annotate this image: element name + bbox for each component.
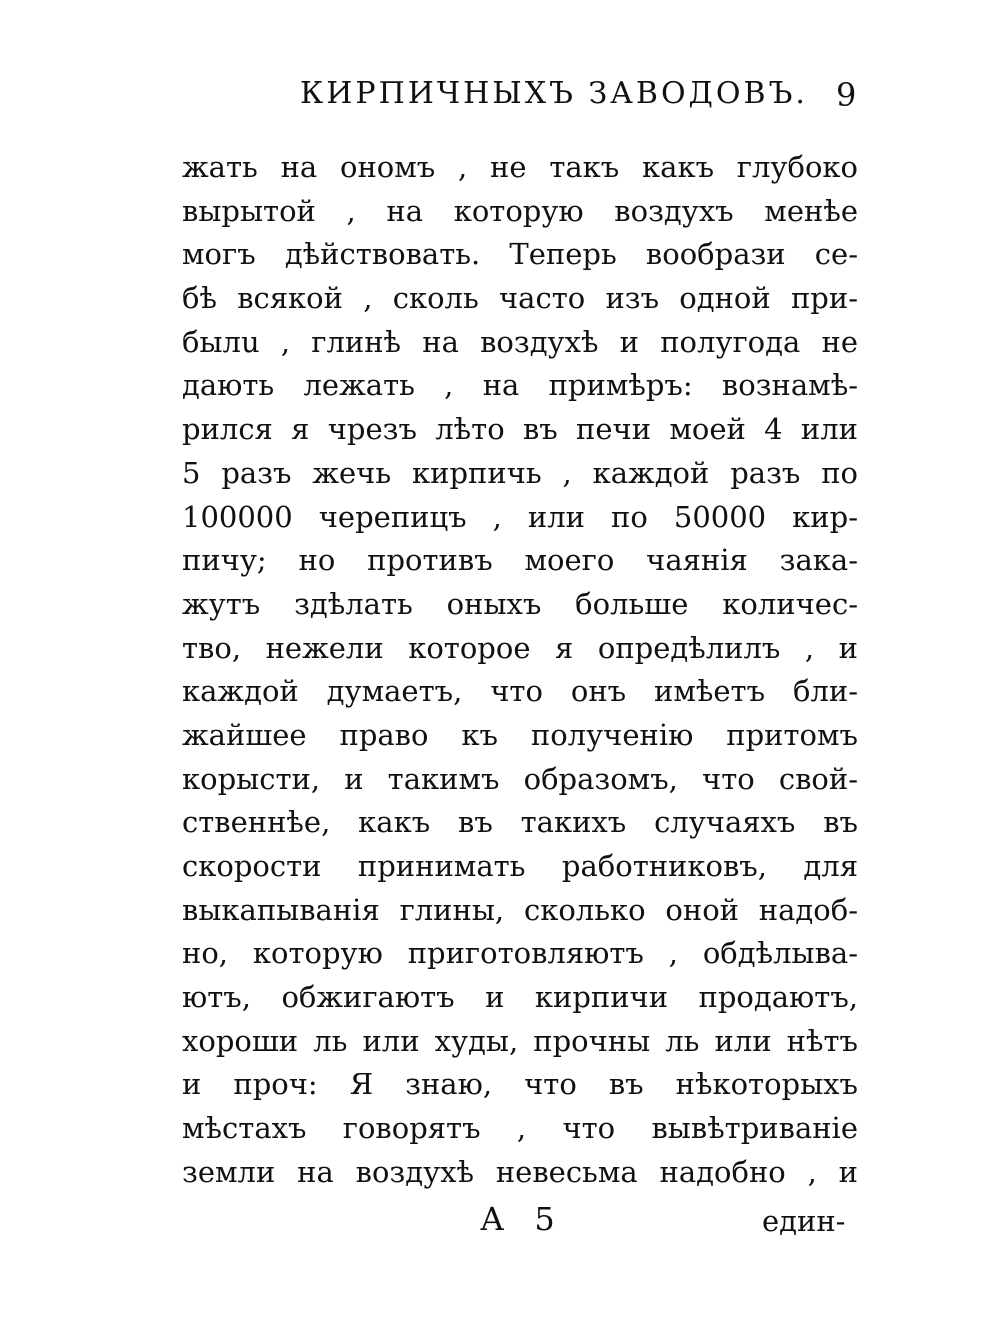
text-line: могъ дѣйствовать. Теперь вообрази се-	[182, 237, 858, 272]
signature-mark: А 5	[480, 1200, 565, 1238]
text-line: рился я чрезъ лѣто въ печи моей 4 или	[182, 412, 858, 447]
catchword: един-	[762, 1204, 846, 1238]
page-number: 9	[836, 76, 857, 114]
text-line: пичу; но противъ моего чаянія зака-	[182, 543, 858, 578]
text-line: корысти, и такимъ образомъ, что свой-	[182, 761, 858, 796]
text-line: ютъ, обжигаютъ и кирпичи продаютъ,	[182, 980, 858, 1015]
text-line: но, которую приготовляютъ , обдѣлыва-	[182, 936, 858, 971]
text-line: 5 разъ жечь кирпичь , каждой разъ по	[182, 455, 858, 490]
text-line: каждой думаетъ, что онъ имѣетъ бли-	[182, 674, 858, 709]
text-line: мѣстахъ говорятъ , что вывѣтриваніе	[182, 1111, 858, 1146]
text-line: дають лежать , на примѣръ: вознамѣ-	[182, 368, 858, 403]
text-line: жутъ здѣлать оныхъ больше количес-	[182, 586, 858, 621]
text-line: жайшее право къ полученію притомъ	[182, 717, 858, 752]
text-line: вырытой , на которую воздухъ менѣе	[182, 193, 858, 228]
text-line: былu , глинѣ на воздухѣ и полугода не	[182, 324, 858, 359]
text-line: земли на воздухѣ невесьма надобно , и	[182, 1154, 858, 1189]
text-line: 100000 черепицъ , или по 50000 кир-	[182, 499, 858, 534]
text-line: хороши ль или худы, прочны ль или нѣтъ	[182, 1023, 858, 1058]
body-text	[182, 146, 858, 1195]
text-line: бѣ всякой , сколь часто изъ одной при-	[182, 281, 858, 316]
text-line: выкапыванія глины, сколько оной надоб-	[182, 892, 858, 927]
text-line: тво, нежели которое я опредѣлилъ , и	[182, 630, 858, 665]
text-line: и проч: Я знаю, что въ нѣкоторыхъ	[182, 1067, 858, 1102]
text-line: скорости принимать работниковъ, для	[182, 849, 858, 883]
text-line: ственнѣе, какъ въ такихъ случаяхъ въ	[182, 805, 858, 840]
running-title: КИРПИЧНЫХЪ ЗАВОДОВЪ.	[300, 76, 808, 111]
text-line: жать на ономъ , не такъ какъ глубоко	[182, 150, 858, 184]
